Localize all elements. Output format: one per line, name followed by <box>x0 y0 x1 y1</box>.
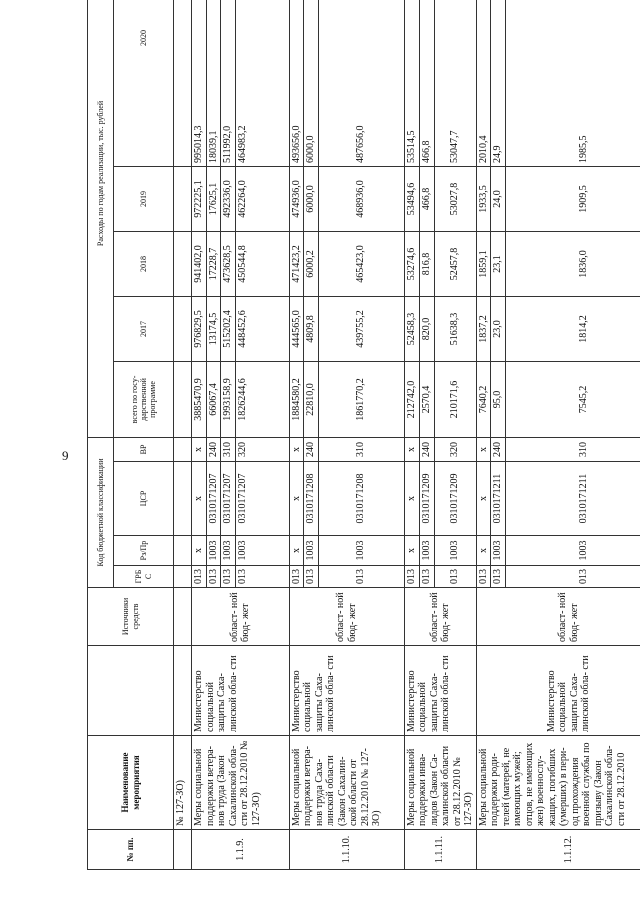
cell-grbs: 013 <box>476 566 491 588</box>
header-source: Источники средств <box>88 588 174 646</box>
cell-2018: 450544,8 <box>235 231 289 296</box>
cell-vr: 240 <box>491 437 506 461</box>
cell-2020: 53514,5 <box>404 0 419 166</box>
cell-vr: 320 <box>235 437 289 461</box>
cell-total: 2570,4 <box>419 361 434 437</box>
cell-grbs: 013 <box>404 566 419 588</box>
cell-total: 1826244,6 <box>235 361 289 437</box>
cell-2020: 995014,3 <box>192 0 207 166</box>
cell-2020: 1985,5 <box>505 0 640 166</box>
cell-2020: 487656,0 <box>318 0 404 166</box>
table-row <box>289 0 304 870</box>
table-row <box>404 0 419 870</box>
cell-total: 1993158,9 <box>221 361 236 437</box>
cell-2018: 471423,2 <box>289 231 304 296</box>
header-grbs: ГРБ С <box>114 566 174 588</box>
row-num: 1.1.11. <box>404 830 476 870</box>
cell-2018: 1859,1 <box>476 231 491 296</box>
header-name: Наименование мероприятия <box>88 736 174 830</box>
cell-2017: 448452,6 <box>235 296 289 361</box>
cell-csr: 0310171211 <box>491 462 506 536</box>
cell-2019: 53494,6 <box>404 166 419 231</box>
row-num: 1.1.10. <box>289 830 404 870</box>
row-executor: Министерство социальной защиты Саха- линской обла- сти <box>476 646 640 736</box>
cell-csr: 0310171207 <box>221 462 236 536</box>
cell-grbs: 013 <box>206 566 221 588</box>
row-source: област- ной бюд- жет <box>476 588 640 646</box>
cell-vr: 240 <box>419 437 434 461</box>
cell-2019: 1909,5 <box>505 166 640 231</box>
cell-2019: 462264,0 <box>235 166 289 231</box>
cell-2020: 24,9 <box>491 0 506 166</box>
header-2018: 2018 <box>114 231 174 296</box>
cell-rzpr: x <box>289 536 304 566</box>
row-num: 1.1.12. <box>476 830 640 870</box>
cell-2019: 6000,0 <box>304 166 319 231</box>
header-executor <box>88 646 174 736</box>
cell-total: 212742,0 <box>404 361 419 437</box>
cell-total: 3885470,9 <box>192 361 207 437</box>
header-num: № пп. <box>88 830 174 870</box>
cell-2017: 515202,4 <box>221 296 236 361</box>
cell-total: 210171,6 <box>434 361 476 437</box>
cell-csr: 0310171211 <box>505 462 640 536</box>
row-executor: Министерство социальной защиты Саха- линской обла- сти <box>289 646 404 736</box>
cell-vr: 240 <box>206 437 221 461</box>
cell-grbs: 013 <box>434 566 476 588</box>
rotated-table-wrapper <box>87 10 640 870</box>
cell-2019: 1933,5 <box>476 166 491 231</box>
cell-rzpr: 1003 <box>304 536 319 566</box>
cell-vr: x <box>289 437 304 461</box>
cell-csr: 0310171208 <box>318 462 404 536</box>
cell-2020: 464983,2 <box>235 0 289 166</box>
row-num: 1.1.9. <box>192 830 290 870</box>
cell-vr: x <box>404 437 419 461</box>
cell-2018: 816,8 <box>419 231 434 296</box>
cell-2019: 474936,0 <box>289 166 304 231</box>
cell-vr: 310 <box>318 437 404 461</box>
row-source: област- ной бюд- жет <box>192 588 290 646</box>
cell-grbs: 013 <box>235 566 289 588</box>
cell-csr: 0310171208 <box>304 462 319 536</box>
cell-grbs: 013 <box>289 566 304 588</box>
cell-2018: 465423,0 <box>318 231 404 296</box>
cell-2017: 439755,2 <box>318 296 404 361</box>
cell-rzpr: 1003 <box>235 536 289 566</box>
row-name: Меры социальной поддержки инва- лидов (Закон Са- халинской области от 28.12.2010 № 127-ЗО) <box>404 736 476 830</box>
header-2017: 2017 <box>114 296 174 361</box>
cell-2018: 23,1 <box>491 231 506 296</box>
cell-2017: 1837,2 <box>476 296 491 361</box>
cell-grbs: 013 <box>491 566 506 588</box>
cell-grbs: 013 <box>221 566 236 588</box>
cell-2020: 53047,7 <box>434 0 476 166</box>
cell-csr: x <box>192 462 207 536</box>
page-number: 9 <box>62 448 69 463</box>
cell-2017: 1814,2 <box>505 296 640 361</box>
row-name: Меры социальной поддержки ветера- нов труда (Закон Сахалинской обла- сти от 28.12.2010 № 127-ЗО) <box>192 736 290 830</box>
header-expenses: Расходы по годам реализации, тыс. рублей <box>88 0 114 437</box>
cell-2018: 52457,8 <box>434 231 476 296</box>
table-row <box>192 0 207 870</box>
cell-2018: 941402,0 <box>192 231 207 296</box>
cell-rzpr: 1003 <box>505 536 640 566</box>
cell-rzpr: 1003 <box>434 536 476 566</box>
header-total: всего по госу- дарственной программе <box>114 361 174 437</box>
cell-2017: 23,0 <box>491 296 506 361</box>
cell-2020: 2010,4 <box>476 0 491 166</box>
cell-csr: 0310171209 <box>434 462 476 536</box>
cell-2020: 6000,0 <box>304 0 319 166</box>
cell-vr: 320 <box>434 437 476 461</box>
row-executor: Министерство социальной защиты Саха- линской обла- сти <box>404 646 476 736</box>
cell-2020: 511992,0 <box>221 0 236 166</box>
expenses-table <box>87 0 640 870</box>
cell-csr: 0310171207 <box>235 462 289 536</box>
continuation-row <box>174 0 192 870</box>
cell-2017: 13174,5 <box>206 296 221 361</box>
cell-2019: 466,8 <box>419 166 434 231</box>
header-csr: ЦСР <box>114 462 174 536</box>
cell-2017: 444565,0 <box>289 296 304 361</box>
row-source: област- ной бюд- жет <box>289 588 404 646</box>
cell-grbs: 013 <box>419 566 434 588</box>
cell-rzpr: x <box>476 536 491 566</box>
cell-grbs: 013 <box>192 566 207 588</box>
cell-total: 95,0 <box>491 361 506 437</box>
cell-total: 66067,4 <box>206 361 221 437</box>
cell-grbs: 013 <box>505 566 640 588</box>
cell-total: 7545,2 <box>505 361 640 437</box>
cell-2020: 18039,1 <box>206 0 221 166</box>
cell-rzpr: 1003 <box>419 536 434 566</box>
cell-2017: 51638,3 <box>434 296 476 361</box>
header-2020: 2020 <box>114 0 174 166</box>
cell-2020: 466,8 <box>419 0 434 166</box>
cell-csr: x <box>289 462 304 536</box>
cell-2019: 17625,1 <box>206 166 221 231</box>
cell-rzpr: x <box>404 536 419 566</box>
cell-csr: 0310171207 <box>206 462 221 536</box>
cell-rzpr: 1003 <box>206 536 221 566</box>
continuation-text: № 127-ЗО) <box>174 736 192 830</box>
cell-rzpr: 1003 <box>318 536 404 566</box>
cell-2019: 468936,0 <box>318 166 404 231</box>
cell-2018: 6000,2 <box>304 231 319 296</box>
cell-2019: 24,0 <box>491 166 506 231</box>
cell-vr: 310 <box>505 437 640 461</box>
header-2019: 2019 <box>114 166 174 231</box>
cell-2017: 820,0 <box>419 296 434 361</box>
cell-csr: x <box>404 462 419 536</box>
cell-2019: 492336,0 <box>221 166 236 231</box>
cell-rzpr: x <box>192 536 207 566</box>
cell-grbs: 013 <box>318 566 404 588</box>
cell-2018: 53274,6 <box>404 231 419 296</box>
cell-2020: 493656,0 <box>289 0 304 166</box>
cell-2018: 1836,0 <box>505 231 640 296</box>
row-source: област- ной бюд- жет <box>404 588 476 646</box>
cell-rzpr: 1003 <box>491 536 506 566</box>
cell-vr: x <box>476 437 491 461</box>
cell-vr: 240 <box>304 437 319 461</box>
cell-total: 22810,0 <box>304 361 319 437</box>
cell-vr: x <box>192 437 207 461</box>
cell-2018: 473628,5 <box>221 231 236 296</box>
header-budget-code: Код бюджетной классификации <box>88 437 114 587</box>
cell-2018: 17228,7 <box>206 231 221 296</box>
cell-csr: 0310171209 <box>419 462 434 536</box>
cell-2017: 52458,3 <box>404 296 419 361</box>
row-name: Меры социальной поддержки ветера- нов труда Саха- линской области (Закон Сахалин- ской области от 28.12.2010 № 127-ЗО) <box>289 736 404 830</box>
cell-total: 1861770,2 <box>318 361 404 437</box>
cell-rzpr: 1003 <box>221 536 236 566</box>
cell-2019: 972225,1 <box>192 166 207 231</box>
header-rzpr: Рз/Пр <box>114 536 174 566</box>
cell-2017: 976829,5 <box>192 296 207 361</box>
cell-2019: 53027,8 <box>434 166 476 231</box>
cell-2017: 4809,8 <box>304 296 319 361</box>
cell-vr: 310 <box>221 437 236 461</box>
cell-total: 1884580,2 <box>289 361 304 437</box>
cell-total: 7640,2 <box>476 361 491 437</box>
cell-grbs: 013 <box>304 566 319 588</box>
cell-csr: x <box>476 462 491 536</box>
header-vr: ВР <box>114 437 174 461</box>
row-name: Меры социальной поддержки роди- телей (матерей, не имеющих мужей; отцов, не имеющих жен) военнослу- жащих, погибших (умерших) в пери- од прохождения военной службы по призыву (Закон Сахалинской обла- сти от 28.12.2010 <box>476 736 640 830</box>
table-row <box>476 0 491 870</box>
row-executor: Министерство социальной защиты Саха- линской обла- сти <box>192 646 290 736</box>
